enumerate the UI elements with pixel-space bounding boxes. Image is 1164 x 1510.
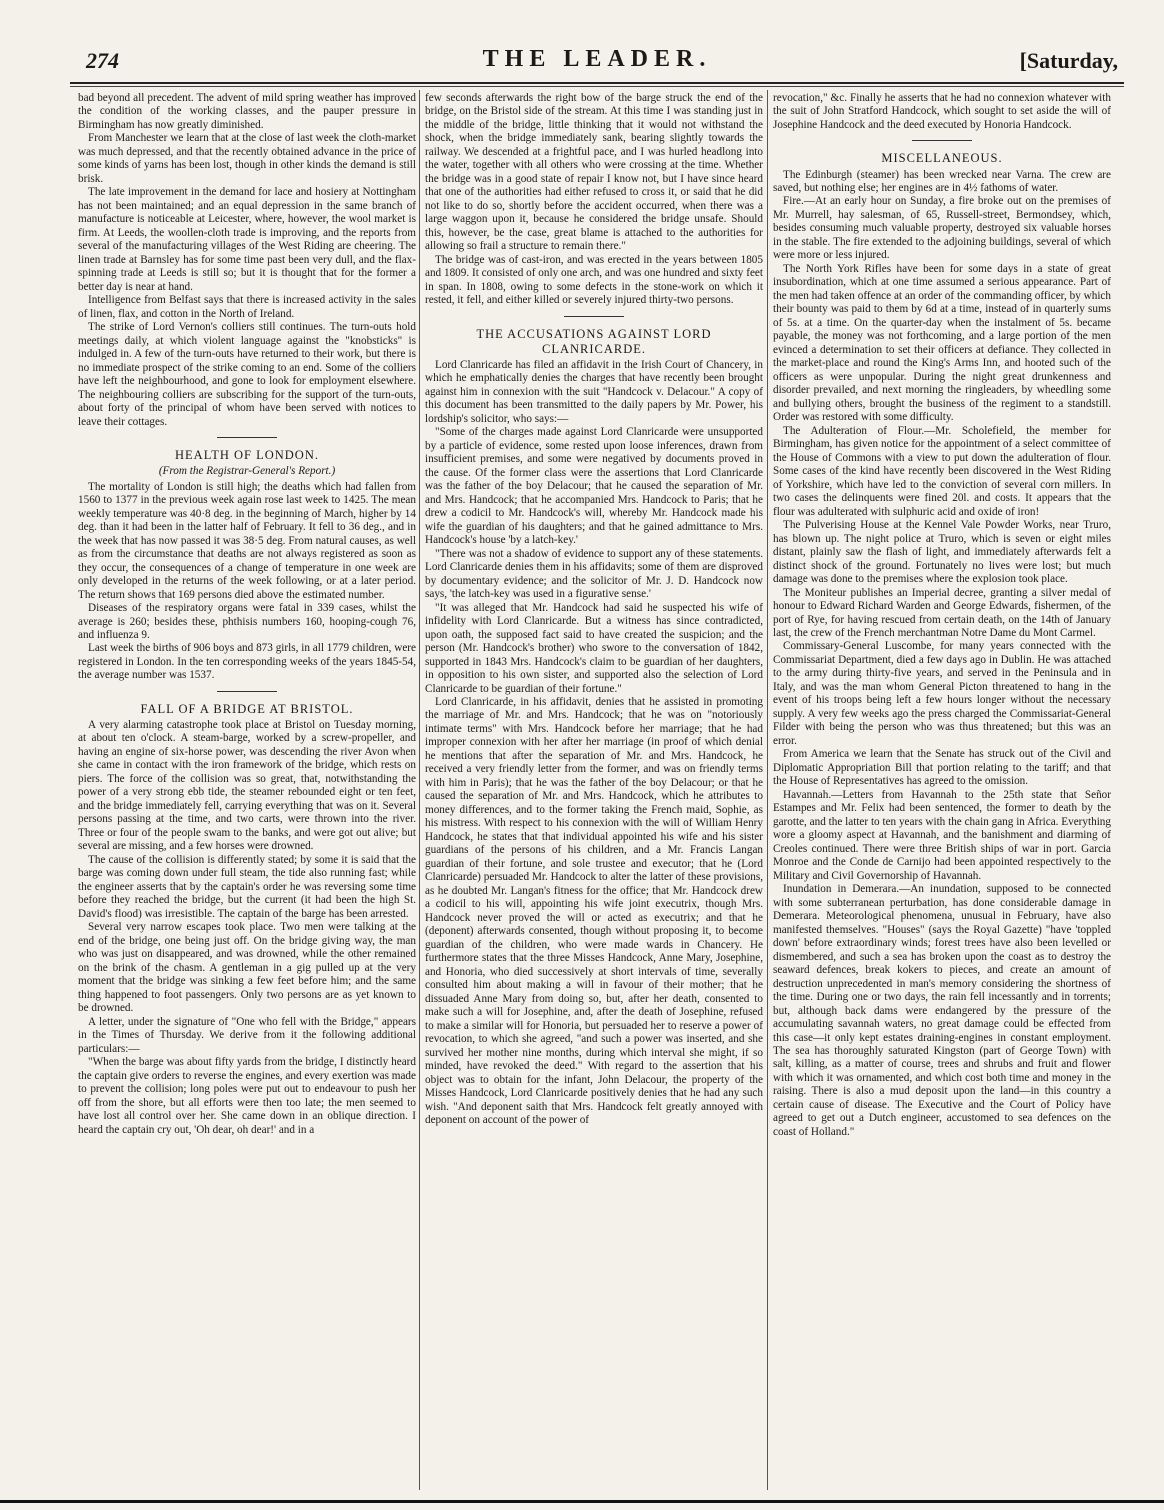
- article-paragraph: Fire.—At an early hour on Sunday, a fire broke out on the premises of Mr. Murrell, hay salesman, of 65, Russell-street, Bermondsey, which, besides consuming much valuable property, destroyed six valuable horses in the stable. The fire extended to the adjoining buildings, several of which were more or less injured.: [773, 195, 1111, 262]
- page-bottom-rule: [0, 1500, 1164, 1503]
- section-rule: [217, 691, 277, 692]
- miscellaneous-heading: MISCELLANEOUS.: [881, 151, 1003, 166]
- article-paragraph: From America we learn that the Senate has struck out of the Civil and Diplomatic Appropriation Bill that portion relating to the tariff; and that the House of Representatives has agreed to the omission.: [773, 748, 1111, 788]
- column-1: [78, 92, 416, 1492]
- page-day: [Saturday,: [1019, 48, 1118, 73]
- article-paragraph: Havannah.—Letters from Havannah to the 25th state that Señor Estampes and Mr. Felix had been sentenced, the former to death by the garotte, and the latter to ten years with the chain gang in Africa. Everything wore a gloomy aspect at Havannah, and the banishment and diarming of Creoles continued. There were three British ships of war in port. Garcia Monroe and the Conde de Carnijo had been appointed respectively to the Military and Civil Governorship of Havannah.: [773, 788, 1111, 882]
- section-rule: [217, 437, 277, 438]
- page-number: 274: [86, 48, 119, 73]
- article-paragraph: A very alarming catastrophe took place at Bristol on Tuesday morning, at about ten o'clock. A steam-barge, worked by a screw-propeller, and having an engine of six-horse power, was descending the river Avon when she came in contact with the iron framework of the bridge, which rests on piers. The force of the collision was so great, that, notwithstanding the power of a very strong ebb tide, the steamer rebounded eight or ten feet, and the bridge immediately fell, carrying everything that was on it. Several persons passing at the time, and two carts, were thrown into the river. Three or four of the people swam to the banks, and were got out alive; but several are missing, and a few horses were drowned.: [78, 718, 416, 853]
- article-paragraph: The strike of Lord Vernon's colliers still continues. The turn-outs hold meetings daily, at which violent language against the "knobsticks" is indulged in. A few of the turn-outs have returned to their work, but there is no immediate prospect of the strike coming to an end. Some of the colliers have left the neighbourhood, and gone to look for employment elsewhere. The neighbouring colliers are subscribing for the support of the turn-outs, about forty of the principal of whom have been served with notices to leave their cottages.: [78, 321, 416, 428]
- section-rule: [912, 140, 972, 141]
- article-paragraph: The Moniteur publishes an Imperial decree, granting a silver medal of honour to Edward Richard Warden and George Edwards, fishermen, of the port of Rye, for having rescued from certain death, on the 14th of January last, the crew of the French merchantman Notre Dame du Mont Carmel.: [773, 586, 1111, 639]
- article-paragraph: Intelligence from Belfast says that there is increased activity in the sales of linen, flax, and cotton in the North of Ireland.: [78, 294, 416, 320]
- article-paragraph: The cause of the collision is differently stated; by some it is said that the barge was coming down under full steam, the tide also running fast; while the engineer asserts that by the captain's order he was reversing some time before they reached the bridge, but the current (it had been the high St. David's flood) was irresistible. The captain of the barge has been arrested.: [78, 853, 416, 920]
- article-paragraph: Diseases of the respiratory organs were fatal in 339 cases, whilst the average is 260; besides these, phthisis numbers 160, hooping-cough 76, and influenza 9.: [78, 602, 416, 641]
- health-heading: HEALTH OF LONDON.: [175, 448, 319, 463]
- article-paragraph: "There was not a shadow of evidence to support any of these statements. Lord Clanricarde denies them in his affidavits; some of them are disproved by documentary evidence; and the solicitor of Mr. J. D. Handcock now says, 'the latch-key was used in a figurative sense.': [425, 547, 763, 601]
- article-paragraph: "Some of the charges made against Lord Clanricarde were unsupported by a particle of evidence, some rested upon loose inferences, drawn from insufficient premises, and some were negatived by documents proved in the cause. Of the former class were the assertions that Lord Clanricarde was the father of the boy Delacour; that he caused the separation of Mr. and Mrs. Handcock; that he accompanied Mrs. Handcock to Paris; that he drew a codicil to Mr. Handcock's will, whereby Mr. Handcock made his wife the guardian of his daughters; and that he gained admittance to Mrs. Handcock's house 'by a latch-key.': [425, 426, 763, 547]
- article-paragraph: Commissary-General Luscombe, for many years connected with the Commissariat Department, died a few days ago in Dublin. He was attached to the army during thirty-five years, and served in the Peninsula and in Italy, and was the man whom General Picton threatened to hang in the event of his troops being left a few hours longer without the necessary supply. A very few weeks ago the press charged the Commissariat-General Filder with being the person who was thus threatened; but this was an error.: [773, 640, 1111, 747]
- health-subheading: (From the Registrar-General's Report.): [158, 465, 336, 478]
- article-paragraph: The late improvement in the demand for lace and hosiery at Nottingham has not been maintained; and an equal depression in the same branch of manufacture is noticeable at Leicester, where, however, the wool market is firm. At Leeds, the woollen-cloth trade is improving, and the reports from several of the manufacturing villages of the West Riding are cheering. The linen trade at Barnsley has for some time past been very dull, and the flax-spinning trade at Leeds is still so; but it is thought that for the former a better day is near at hand.: [78, 186, 416, 293]
- article-paragraph: bad beyond all precedent. The advent of mild spring weather has improved the condition of the working classes, and the pauper pressure in Birmingham has now greatly diminished.: [78, 92, 416, 131]
- masthead: [70, 42, 1124, 84]
- article-paragraph: few seconds afterwards the right bow of the barge struck the end of the bridge, on the Bristol side of the stream. At this time I was standing just in the middle of the bridge, little thinking that it would not withstand the shock, when the bridge immediately sank, bearing slightly towards the railway. We descended at a frightful pace, and I was hurled headlong into the water, together with all others who were crossing at the time. Whether the bridge was in a good state of repair I know not, but I have since heard that one of the authorities had either refused to cross it, or said that he did not like to do so, shortly before the accident occurred, when there was a large waggon upon it, because he considered the bridge unsafe. Should this, however, be the case, great blame is attached to the authorities for allowing so frail a structure to remain there.": [425, 92, 763, 253]
- column-divider: [767, 90, 768, 1490]
- column-divider: [419, 90, 420, 1490]
- section-rule: [564, 316, 624, 317]
- article-paragraph: The Adulteration of Flour.—Mr. Scholefield, the member for Birmingham, has given notice for the appointment of a select committee of the House of Commons with a view to put down the adulteration of flour. Some cases of the kind have recently been discovered in the West Riding of Yorkshire, which have led to the conviction of several corn millers. In two cases the delinquents were fined 20l. and costs. It appears that the flour was adulterated with sulphuric acid and oxide of iron!: [773, 424, 1111, 518]
- article-paragraph: The Pulverising House at the Kennel Vale Powder Works, near Truro, has blown up. The night police at Truro, which is seven or eight miles distant, plainly saw the flash of light, and immediately afterwards felt a distinct shock of the ground. Fortunately no lives were lost; but much damage was done to the premises where the explosion took place.: [773, 519, 1111, 586]
- article-paragraph: Inundation in Demerara.—An inundation, supposed to be connected with some subterranean perturbation, has done considerable damage in Demerara. Meteorological phenomena, unusual in February, have also manifested themselves. "Houses" (says the Royal Gazette) "have 'toppled down' before extraordinary winds; forest trees have also been levelled or dismembered, and such a sea has broken upon the coast as to destroy the seaward defences, break kokers to pieces, and create an amount of destruction unprecedented in man's memory considering the shortness of the time. During one or two days, the rain fell incessantly and in torrents; but, although back dams were endangered by the pressure of the accumulating savannah waters, no great damage could be effected from this case—it only kept estates draining-engines in constant employment. The sea has thoroughly saturated Kingston (part of George Town) with salt, killing, as a matter of course, trees and shrubs and fruit and flower with which it was ornamented, and which cost both time and money in the raising. There is also a mud deposit upon the land—in this country a certain cause of disease. The Executive and the Court of Policy have agreed to get out a Dutch engineer, accustomed to sea defences on the coast of Holland.": [773, 883, 1111, 1138]
- column-2: [425, 92, 763, 1492]
- article-paragraph: A letter, under the signature of "One who fell with the Bridge," appears in the Times of Thursday. We derive from it the following additional particulars:—: [78, 1015, 416, 1055]
- article-paragraph: The mortality of London is still high; the deaths which had fallen from 1560 to 1377 in the previous week again rose last week to 1425. The mean weekly temperature was 40·8 deg. in the beginning of March, higher by 14 deg. than it had been in the latter half of February. It fell to 36 deg., and in the week that has now passed it was 38·5 deg. From natural causes, as well as from the circumstance that deaths are not always registered as soon as they occur, the consequences of a change of temperature in one week are only developed in the returns of the week following, or at a later period. The return shows that 169 persons died above the estimated number.: [78, 480, 416, 601]
- article-paragraph: The North York Rifles have been for some days in a state of great insubordination, which at one time assumed a serious appearance. Part of the men had taken offence at an order of the commanding officer, by which their bounty was paid to them by 6d at a time, instead of in quarterly sums of 5s. at a time. On the quarter-day when the instalment of 5s. became payable, the money was not forthcoming, and a large portion of the men evinced a determination to set their officers at defiance. They collected in the market-place and round the King's Arms Inn, and hooted such of the officers as were unpopular. During the night great drunkenness and disorder prevailed, and next morning the ringleaders, by wheedling some and bullying others, brought the business of the regiment to a standstill. Order was restored with some difficulty.: [773, 262, 1111, 424]
- article-paragraph: The Edinburgh (steamer) has been wrecked near Varna. The crew are saved, but nothing else; her engines are in 4½ fathoms of water.: [773, 168, 1111, 194]
- article-paragraph: From Manchester we learn that at the close of last week the cloth-market was much depressed, and that the recently obtained advance in the price of some kinds of yarns has been lost, though in other kinds the demand is still brisk.: [78, 132, 416, 185]
- article-paragraph: "It was alleged that Mr. Handcock had said he suspected his wife of infidelity with Lord Clanricarde. But a witness has since contradicted, upon oath, the supposed fact said to have created the suspicion; and the person (Mr. Handcock's brother) who swore to the conversation of 1842, supported in 1843 Mrs. Handcock's claim to be guardian of her daughters, in opposition to his own sister, and supported also the selection of Lord Clanricarde to be guardian of their fortune.": [425, 601, 763, 695]
- bridge-heading: FALL OF A BRIDGE AT BRISTOL.: [140, 701, 354, 716]
- clanricarde-heading: THE ACCUSATIONS AGAINST LORD CLANRICARDE.: [476, 326, 712, 356]
- article-paragraph: The bridge was of cast-iron, and was erected in the years between 1805 and 1809. It consisted of only one arch, and was one hundred and sixty feet in span. In 1808, owing to some defects in the stone-work on which it rested, it fell, and either killed or severely injured thirty-two persons.: [425, 253, 763, 307]
- article-paragraph: Lord Clanricarde has filed an affidavit in the Irish Court of Chancery, in which he emphatically denies the charges that have recently been brought against him in connexion with the suit "Handcock v. Delacour." A copy of this document has been transmitted to the daily papers by Mr. Power, his lordship's solicitor, who says:—: [425, 358, 763, 425]
- masthead-rule: [70, 86, 1124, 87]
- article-paragraph: Last week the births of 906 boys and 873 girls, in all 1779 children, were registered in London. In the ten corresponding weeks of the years 1845-54, the average number was 1537.: [78, 642, 416, 682]
- article-paragraph: "When the barge was about fifty yards from the bridge, I distinctly heard the captain give orders to reverse the engines, and every exertion was made to prevent the collision; long poles were put out to endeavour to push her off from the shore, but all efforts were then too late; the men seemed to have lost all control over her. She came down in an oblique direction. I heard the captain cry out, 'Oh dear, oh dear!' and in a: [78, 1056, 416, 1136]
- article-paragraph: Lord Clanricarde, in his affidavit, denies that he assisted in promoting the marriage of Mr. and Mrs. Handcock; that he was on "notoriously intimate terms" with Mrs. Handcock before her marriage; that he had improper connexion with her after her marriage (in proof of which denial he mentions that after the separation of Mr. and Mrs. Handcock, he received a very friendly letter from the former, and was on friendly terms with him in Paris); that he was the father of the boy Delacour; or that he caused the separation of Mr. and Mrs. Handcock, which he attributes to money differences, and to the former taking the French maid, Sophie, as his mistress. With respect to his connexion with the will of William Henry Handcock, he states that that individual appointed his wife and his sister guardians of the persons of his children, and a Mr. Francis Langan guardian of their fortune, and sole trustee and executor; that he (Lord Clanricarde) persuaded Mr. Handcock to alter the latter of these provisions, as he doubted Mr. Langan's fitness for the office; that Mr. Handcock drew a codicil to his will, appointing his wife joint executrix, though Mrs. Handcock never proved the will or acted as executrix; and that he (deponent) afterwards consented, though without proposing it, to become guardian of the children, who were made wards in Chancery. He furthermore states that the three Misses Handcock, Anne Mary, Josephine, and Honoria, who died successively at short intervals of time, severally consulted him about making a will in favour of their mother; that he dissuaded Anne Mary from doing so, but, after her death, consented to make such a will for Josephine, and, after the death of Josephine, refused to make a similar will for Honoria, but persuaded her to reserve a power of revocation, to which she agreed, "and such a power was inserted, and she survived her mother nine months, during which interval she might, if so minded, have revoked the deed." With regard to the assertion that his object was to obtain for the infant, John Delacour, the property of the Misses Handcock, Lord Clanricarde positively denies that he had any such wish. "And deponent saith that Mrs. Handcock felt greatly annoyed with deponent on account of the power of: [425, 695, 763, 1126]
- article-paragraph: Several very narrow escapes took place. Two men were talking at the end of the bridge, one being just off. On the bridge giving way, the man who was just on disappeared, and was drowned, while the other remained on the brink of the chasm. A gentleman in a gig pulled up at the very moment that the bridge was sinking a few feet before him; and the same thing happened to foot passengers. Only two persons are as yet known to be drowned.: [78, 921, 416, 1015]
- column-3: [773, 92, 1111, 1492]
- newspaper-title: THE LEADER.: [482, 46, 712, 72]
- article-paragraph: revocation," &c. Finally he asserts that he had no connexion whatever with the suit of John Stratford Handcock, which sought to set aside the will of Josephine Handcock and the deed executed by Honoria Handcock.: [773, 92, 1111, 131]
